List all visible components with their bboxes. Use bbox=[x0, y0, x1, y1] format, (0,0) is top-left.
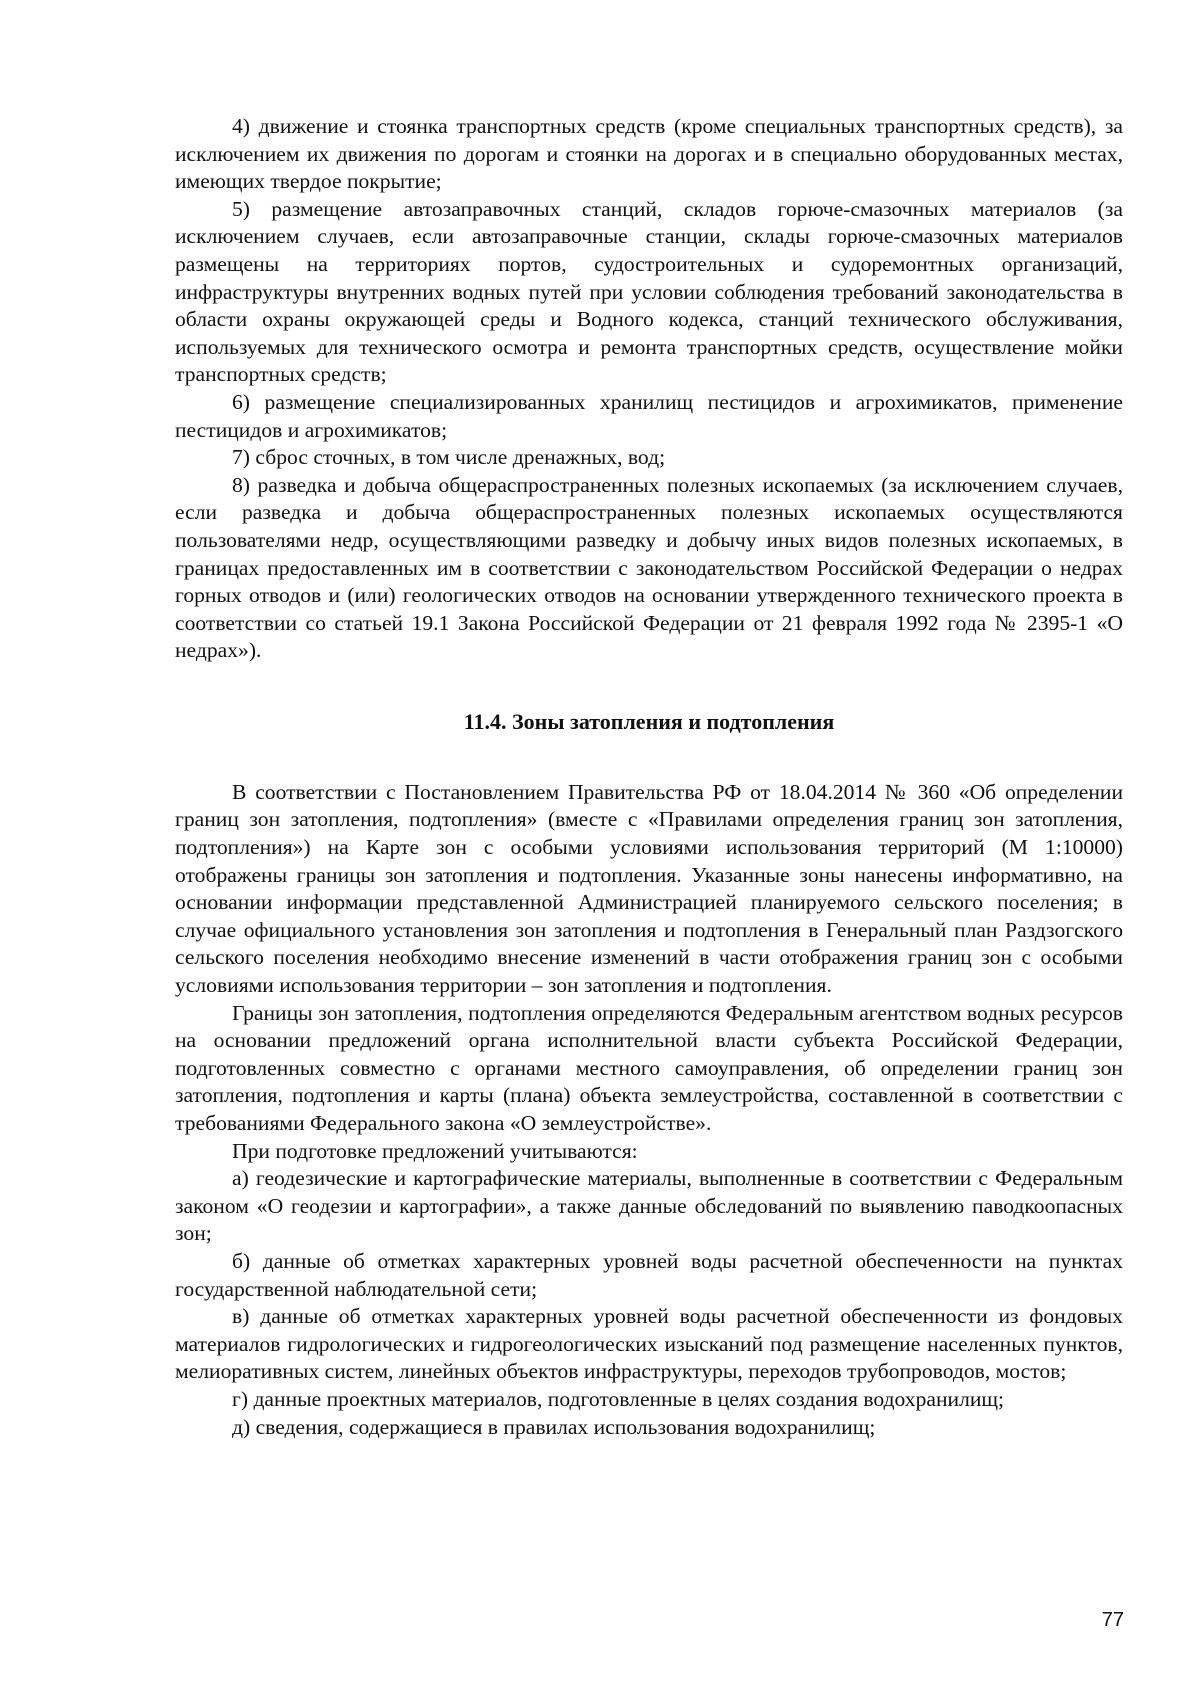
list-item-6: 6) размещение специализированных хранилищ пестицидов и агрохимикатов, применение пестицидов и агрохимикатов; bbox=[175, 389, 1123, 442]
list-item-7: 7) сброс сточных, в том числе дренажных, вод; bbox=[232, 445, 666, 470]
section-heading: 11.4. Зоны затопления и подтопления bbox=[463, 708, 835, 734]
list-item-v: в) данные об отметках характерных уровней воды расчетной обеспеченности из фондовых материалов гидрологических и гидрогеологических изысканий под размещение населенных пунктов, мелиоративных систем, линейных объектов инфраструктуры, переходов трубопроводов, мостов; bbox=[175, 1304, 1123, 1384]
paragraph-boundaries: Границы зон затопления, подтопления определяются Федеральным агентством водных ресурсов на основании предложений органа исполнительной власти субъекта Российской Федерации, подготовленных совместно с органами местного самоуправления, об определении границ зон затопления, подтопления и карты (плана) объекта землеустройства, составленной в соответствии с требованиями Федерального закона «О землеустройстве». bbox=[175, 1000, 1123, 1135]
list-item-8: 8) разведка и добыча общераспространенных полезных ископаемых (за исключением случаев, если разведка и добыча общераспространенных полезных ископаемых осуществляются пользователями недр, осуществляющими разведку и добычу иных видов полезных ископаемых, в границах предоставленных им в соответствии с законодательством Российской Федерации о недрах горных отводов и (или) геологических отводов на основании утвержденного технического проекта в соответствии со статьей 19.1 Закона Российской Федерации от 21 февраля 1992 года № 2395-1 «О недрах»). bbox=[175, 472, 1123, 663]
paragraph-intro: В соответствии с Постановлением Правительства РФ от 18.04.2014 № 360 «Об определении границ зон затопления, подтопления» (вместе с «Правилами определения границ зон затопления, подтопления») на Карте зон с особыми условиями использования территорий (М 1:10000) отображены границы зон затопления и подтопления. Указанные зоны нанесены информативно, на основании информации представленной Администрацией планируемого сельского поселения; в случае официального установления зон затопления и подтопления в Генеральный план Раздзогского сельского поселения необходимо внесение изменений в части отображения границ зон с особыми условиями использования территории – зон затопления и подтопления. bbox=[175, 779, 1123, 998]
list-item-b: б) данные об отметках характерных уровней воды расчетной обеспеченности на пунктах государственной наблюдательной сети; bbox=[175, 1248, 1123, 1301]
page-number: 77 bbox=[1101, 1609, 1124, 1631]
list-item-4: 4) движение и стоянка транспортных средств (кроме специальных транспортных средств), за исключением их движения по дорогам и стоянки на дорогах и в специально оборудованных местах, имеющих твердое покрытие; bbox=[175, 114, 1123, 194]
list-item-d: д) сведения, содержащиеся в правилах использования водохранилищ; bbox=[232, 1414, 876, 1439]
list-item-a: а) геодезические и картографические материалы, выполненные в соответствии с Федеральным законом «О геодезии и картографии», а также данные обследований по выявлению паводкоопасных зон; bbox=[175, 1166, 1123, 1246]
paragraph-considered: При подготовке предложений учитываются: bbox=[232, 1138, 638, 1163]
prohibited-activities-list bbox=[175, 113, 1123, 665]
list-item-g: г) данные проектных материалов, подготовленные в целях создания водохранилищ; bbox=[232, 1386, 1005, 1411]
list-item-5: 5) размещение автозаправочных станций, складов горюче-смазочных материалов (за исключением случаев, если автозаправочные станции, склады горюче-смазочных материалов размещены на территориях портов, судостроительных и судоремонтных организаций, инфраструктуры внутренних водных путей при условии соблюдения требований законодательства в области охраны окружающей среды и Водного кодекса, станций технического обслуживания, используемых для технического осмотра и ремонта транспортных средств, осуществление мойки транспортных средств; bbox=[175, 196, 1123, 387]
section-body bbox=[175, 779, 1123, 1441]
document-page bbox=[175, 113, 1123, 1441]
